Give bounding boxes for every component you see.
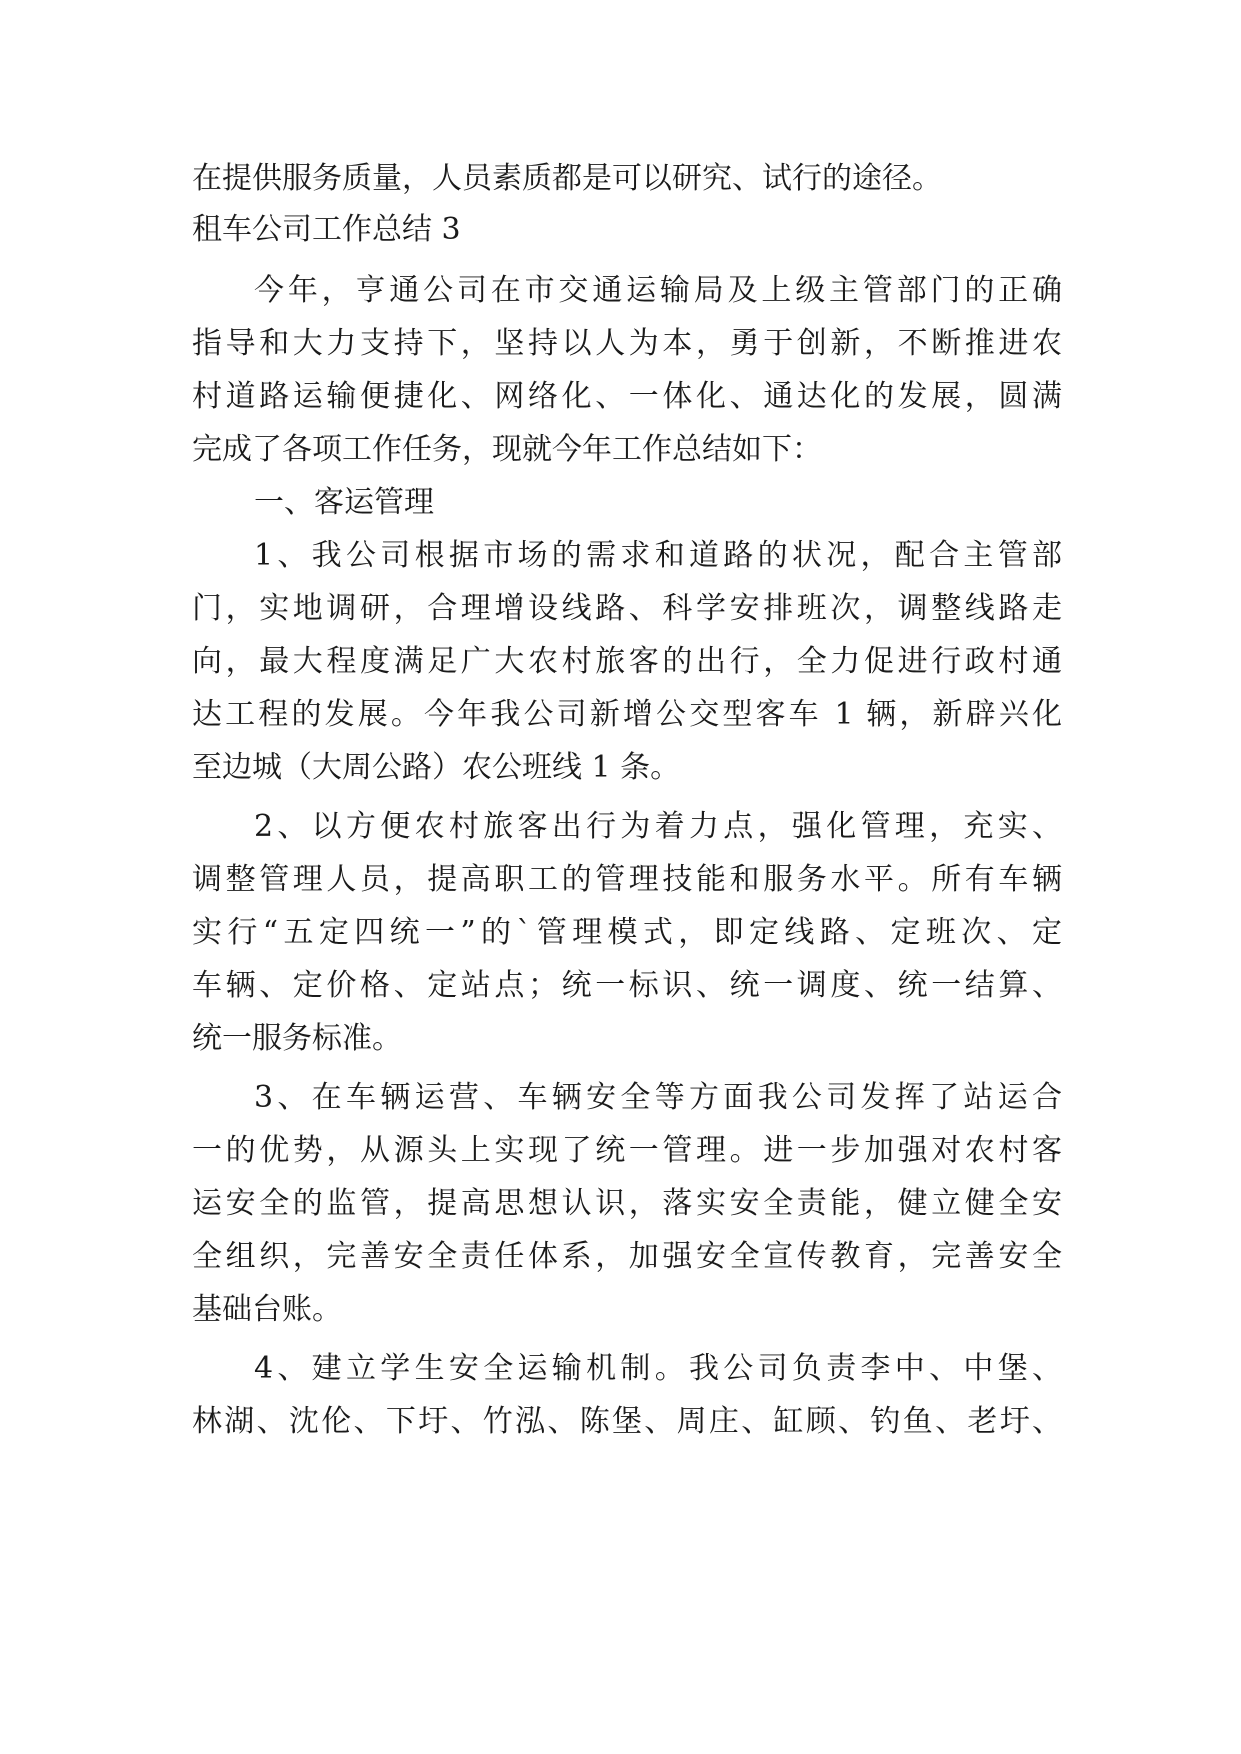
text-line: 2、以方便农村旅客出行为着力点，强化管理，充实、	[254, 809, 1062, 844]
section-heading: 租车公司工作总结 3	[192, 212, 461, 247]
text-line: 向，最大程度满足广大农村旅客的出行，全力促进行政村通	[192, 644, 1062, 679]
text-line: 门，实地调研，合理增设线路、科学安排班次，调整线路走	[192, 591, 1062, 626]
text-line: 调整管理人员，提高职工的管理技能和服务水平。所有车辆	[192, 862, 1062, 897]
text-line: 1、我公司根据市场的需求和道路的状况，配合主管部	[254, 538, 1062, 573]
text-line: 今年，亨通公司在市交通运输局及上级主管部门的正确	[254, 273, 1062, 308]
text-line: 至边城（大周公路）农公班线 1 条。	[192, 750, 681, 785]
text-line: 4、建立学生安全运输机制。我公司负责李中、中堡、	[254, 1351, 1062, 1386]
text-line: 实行“五定四统一”的`管理模式，即定线路、定班次、定	[192, 915, 1062, 950]
document-body	[192, 161, 1062, 1439]
text-line: 村道路运输便捷化、网络化、一体化、通达化的发展，圆满	[192, 379, 1062, 414]
text-line: 指导和大力支持下，坚持以人为本，勇于创新，不断推进农	[192, 326, 1062, 361]
text-line: 一的优势，从源头上实现了统一管理。进一步加强对农村客	[192, 1133, 1062, 1168]
text-line: 车辆、定价格、定站点；统一标识、统一调度、统一结算、	[192, 968, 1062, 1003]
text-line: 完成了各项工作任务，现就今年工作总结如下：	[192, 432, 822, 467]
text-line: 统一服务标准。	[192, 1021, 402, 1056]
text-line: 在提供服务质量，人员素质都是可以研究、试行的途径。	[192, 161, 942, 196]
text-line: 达工程的发展。今年我公司新增公交型客车 1 辆，新辟兴化	[192, 697, 1062, 732]
text-line: 3、在车辆运营、车辆安全等方面我公司发挥了站运合	[254, 1080, 1062, 1115]
text-line: 基础台账。	[192, 1292, 342, 1327]
text-line: 全组织，完善安全责任体系，加强安全宣传教育，完善安全	[192, 1239, 1062, 1274]
text-line: 运安全的监管，提高思想认识，落实安全责能，健立健全安	[192, 1186, 1062, 1221]
subsection-heading: 一、客运管理	[254, 485, 434, 520]
text-line: 林湖、沈伦、下圩、竹泓、陈堡、周庄、缸顾、钓鱼、老圩、	[192, 1404, 1062, 1439]
